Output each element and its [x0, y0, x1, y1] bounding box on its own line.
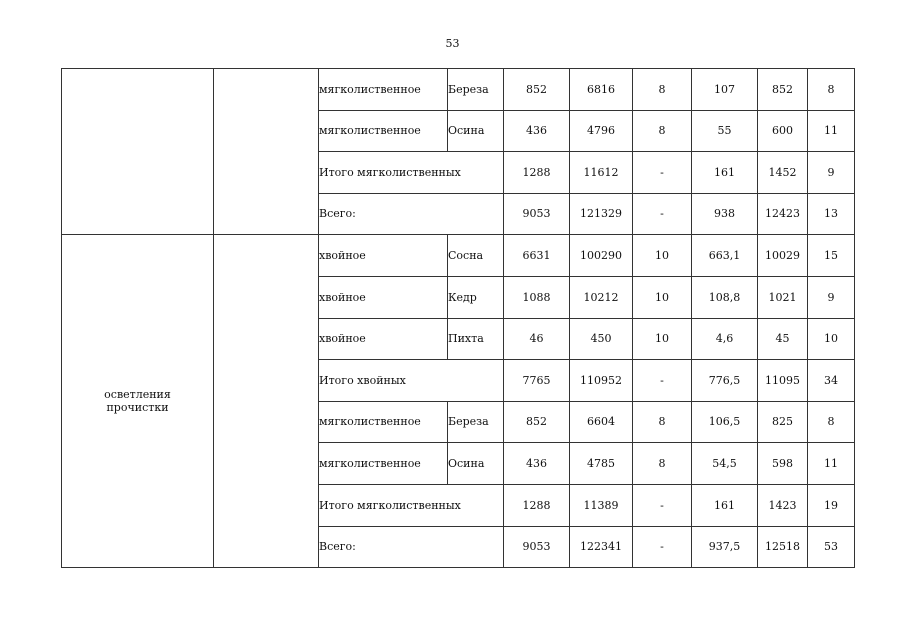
value-cell: 55 [692, 110, 758, 152]
value-cell: 776,5 [692, 360, 758, 402]
value-cell: - [633, 193, 692, 235]
group-label-line: прочистки [106, 401, 169, 415]
species-cell: Кедр [448, 276, 504, 318]
total-label-cell: Всего: [319, 193, 504, 235]
value-cell: 11389 [570, 484, 633, 526]
value-cell: 45 [758, 318, 808, 360]
value-cell: 100290 [570, 235, 633, 277]
value-cell: 12518 [758, 526, 808, 568]
species-cell: Сосна [448, 235, 504, 277]
value-cell: 4785 [570, 443, 633, 485]
value-cell: 1288 [504, 152, 570, 194]
type-cell: мягколиственное [319, 69, 448, 111]
table-row [62, 235, 855, 277]
subtotal-label-cell: Итого мягколиственных [319, 484, 504, 526]
value-cell: 15 [808, 235, 855, 277]
type-cell: мягколиственное [319, 401, 448, 443]
value-cell: 852 [504, 69, 570, 111]
value-cell: 450 [570, 318, 633, 360]
value-cell: 937,5 [692, 526, 758, 568]
value-cell: 663,1 [692, 235, 758, 277]
value-cell: 4796 [570, 110, 633, 152]
value-cell: 161 [692, 484, 758, 526]
value-cell: 4,6 [692, 318, 758, 360]
value-cell: 600 [758, 110, 808, 152]
group-empty-cell [214, 69, 319, 235]
value-cell: 54,5 [692, 443, 758, 485]
value-cell: 121329 [570, 193, 633, 235]
value-cell: 8 [633, 110, 692, 152]
value-cell: 9053 [504, 193, 570, 235]
type-cell: мягколиственное [319, 110, 448, 152]
value-cell: 110952 [570, 360, 633, 402]
value-cell: 1423 [758, 484, 808, 526]
value-cell: 598 [758, 443, 808, 485]
value-cell: 10 [633, 318, 692, 360]
value-cell: 8 [808, 69, 855, 111]
value-cell: 436 [504, 443, 570, 485]
value-cell: 10 [633, 235, 692, 277]
value-cell: 10 [633, 276, 692, 318]
value-cell: 107 [692, 69, 758, 111]
value-cell: 161 [692, 152, 758, 194]
value-cell: 11612 [570, 152, 633, 194]
value-cell: 19 [808, 484, 855, 526]
group-label-cell [62, 69, 214, 235]
value-cell: 938 [692, 193, 758, 235]
species-cell: Береза [448, 401, 504, 443]
value-cell: 852 [504, 401, 570, 443]
value-cell: 1288 [504, 484, 570, 526]
type-cell: хвойное [319, 276, 448, 318]
value-cell: 122341 [570, 526, 633, 568]
value-cell: 825 [758, 401, 808, 443]
value-cell: - [633, 152, 692, 194]
value-cell: 34 [808, 360, 855, 402]
data-table [61, 68, 855, 568]
subtotal-label-cell: Итого хвойных [319, 360, 504, 402]
species-cell: Береза [448, 69, 504, 111]
group-label-cell [62, 235, 214, 568]
value-cell: 11 [808, 443, 855, 485]
type-cell: хвойное [319, 235, 448, 277]
species-cell: Пихта [448, 318, 504, 360]
group-empty-cell [214, 235, 319, 568]
value-cell: 6631 [504, 235, 570, 277]
value-cell: 106,5 [692, 401, 758, 443]
value-cell: 10212 [570, 276, 633, 318]
value-cell: - [633, 484, 692, 526]
value-cell: 9 [808, 276, 855, 318]
value-cell: 852 [758, 69, 808, 111]
value-cell: 53 [808, 526, 855, 568]
value-cell: 12423 [758, 193, 808, 235]
page-number: 53 [445, 37, 460, 50]
value-cell: 10 [808, 318, 855, 360]
value-cell: 6604 [570, 401, 633, 443]
group-label-line: осветления [104, 388, 171, 402]
value-cell: 8 [633, 69, 692, 111]
value-cell: 10029 [758, 235, 808, 277]
value-cell: 1088 [504, 276, 570, 318]
value-cell: 9 [808, 152, 855, 194]
value-cell: - [633, 360, 692, 402]
value-cell: 46 [504, 318, 570, 360]
species-cell: Осина [448, 443, 504, 485]
value-cell: 108,8 [692, 276, 758, 318]
species-cell: Осина [448, 110, 504, 152]
total-label-cell: Всего: [319, 526, 504, 568]
value-cell: 11095 [758, 360, 808, 402]
value-cell: 8 [633, 401, 692, 443]
value-cell: 8 [633, 443, 692, 485]
value-cell: 13 [808, 193, 855, 235]
type-cell: хвойное [319, 318, 448, 360]
value-cell: 1452 [758, 152, 808, 194]
table-row [62, 69, 855, 111]
subtotal-label-cell: Итого мягколиственных [319, 152, 504, 194]
value-cell: 6816 [570, 69, 633, 111]
value-cell: 8 [808, 401, 855, 443]
type-cell: мягколиственное [319, 443, 448, 485]
value-cell: 7765 [504, 360, 570, 402]
value-cell: 9053 [504, 526, 570, 568]
value-cell: 11 [808, 110, 855, 152]
value-cell: 1021 [758, 276, 808, 318]
value-cell: - [633, 526, 692, 568]
table-body [62, 69, 855, 568]
value-cell: 436 [504, 110, 570, 152]
